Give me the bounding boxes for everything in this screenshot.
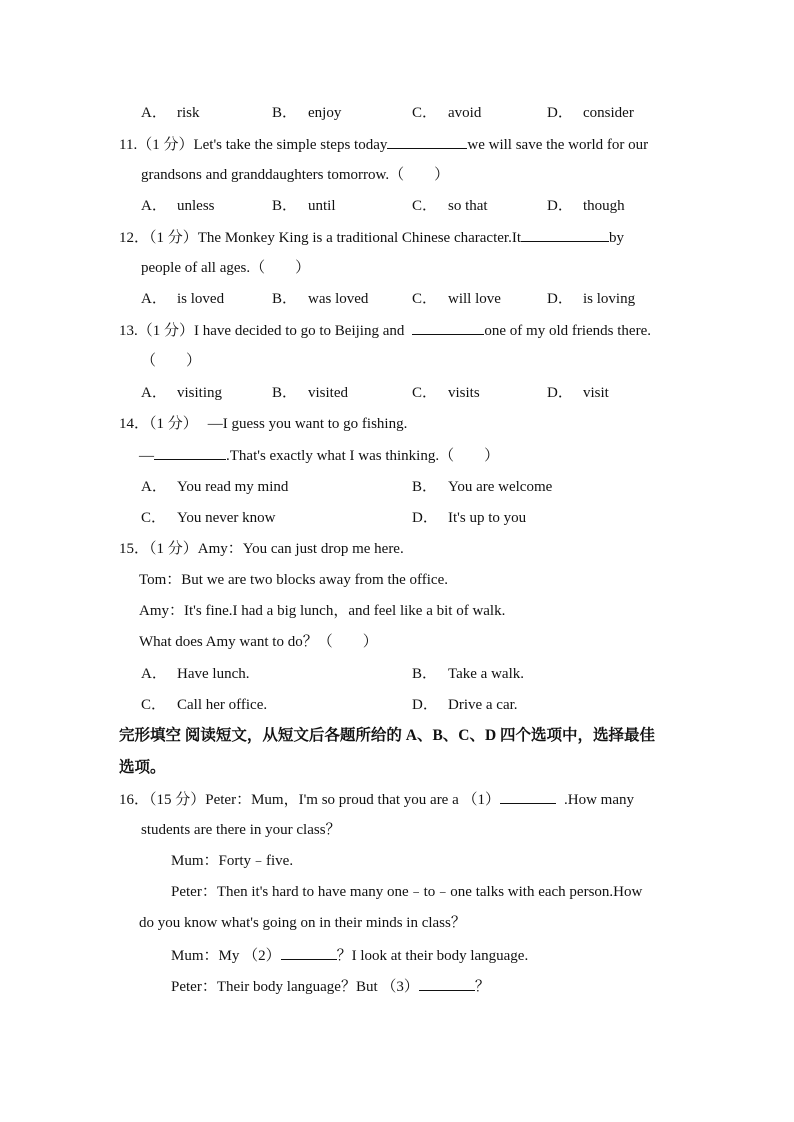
q13-option-d: D． visit [547,385,609,401]
q15-option-b: B． Take a walk. [412,666,524,682]
q16-line2: students are there in your class？ [141,822,341,838]
q14-blank [154,445,226,460]
q12-option-c: C． will love [412,291,501,307]
q13-option-a: A． visiting [141,385,223,401]
q16-blank-2 [281,945,337,960]
q13-stem-line2: （ ） [141,353,202,369]
q12-option-b: B． was loved [272,291,369,307]
q14-option-a: A． You read my mind [141,479,289,495]
q14-stem: 14．（1 分） —I guess you want to go fishing. [119,416,408,432]
q12-blank [521,227,609,242]
q11-blank [387,134,467,149]
q10-option-b: B． enjoy [272,105,342,121]
q13-stem: 13.（1 分）I have decided to go to Beijing and one of my old friends there. [119,320,651,341]
section-heading-line2: 选项。 [119,759,166,776]
q11-stem: 11.（1 分）Let's take the simple steps today we will save the world for our [119,134,648,155]
q11-stem-line2: grandsons and granddaughters tomorrow.（ ） [141,167,450,183]
q15-option-d: D． Drive a car. [412,697,518,713]
q11-option-a: A． unless [141,198,215,214]
q11-option-c: C． so that [412,198,488,214]
q10-option-d: D． consider [547,105,634,121]
q15-option-a: A． Have lunch. [141,666,250,682]
section-heading: 完形填空 阅读短文，从短文后各题所给的 A、B、C、D 四个选项中，选择最佳 [119,727,656,744]
q14-option-b: B． You are welcome [412,479,553,495]
q13-blank [412,320,484,335]
q11-option-b: B． until [272,198,336,214]
q12-stem-line2: people of all ages.（ ） [141,260,311,276]
q16-line7: Peter：Their body language？But （3） ？ [171,976,490,997]
q16-stem: 16．（15 分）Peter：Mum，I'm so proud that you are a （1） .How many [119,789,634,810]
q13-option-c: C． visits [412,385,480,401]
q13-option-b: B． visited [272,385,348,401]
q15-option-c: C． Call her office. [141,697,268,713]
q16-blank-1 [500,789,556,804]
q16-blank-3 [419,976,475,991]
q16-line5: do you know what's going on in their minds in class？ [139,915,466,931]
q10-option-c: C． avoid [412,105,482,121]
q14-option-c: C． You never know [141,510,276,526]
q16-line6: Mum：My （2） ？I look at their body language. [171,945,528,966]
q12-option-d: D． is loving [547,291,636,307]
q10-option-a: A． risk [141,105,200,121]
q14-option-d: D． It's up to you [412,510,527,526]
q15-line3: Amy：It's fine.I had a big lunch，and feel like a bit of walk. [139,603,506,619]
q12-stem: 12．（1 分）The Monkey King is a traditional Chinese character.It by [119,227,624,248]
q15-line4: What does Amy want to do？（ ） [139,634,378,650]
q16-line4: Peter：Then it's hard to have many one﹣to﹣one talks with each person.How [171,884,643,900]
q15-stem: 15．（1 分）Amy：You can just drop me here. [119,541,404,557]
q15-line2: Tom：But we are two blocks away from the office. [139,572,449,588]
q12-option-a: A． is loved [141,291,225,307]
q16-line3: Mum：Forty﹣five. [171,853,294,869]
q11-option-d: D． though [547,198,625,214]
q14-stem-line2: — .That's exactly what I was thinking.（ ） [139,445,499,466]
